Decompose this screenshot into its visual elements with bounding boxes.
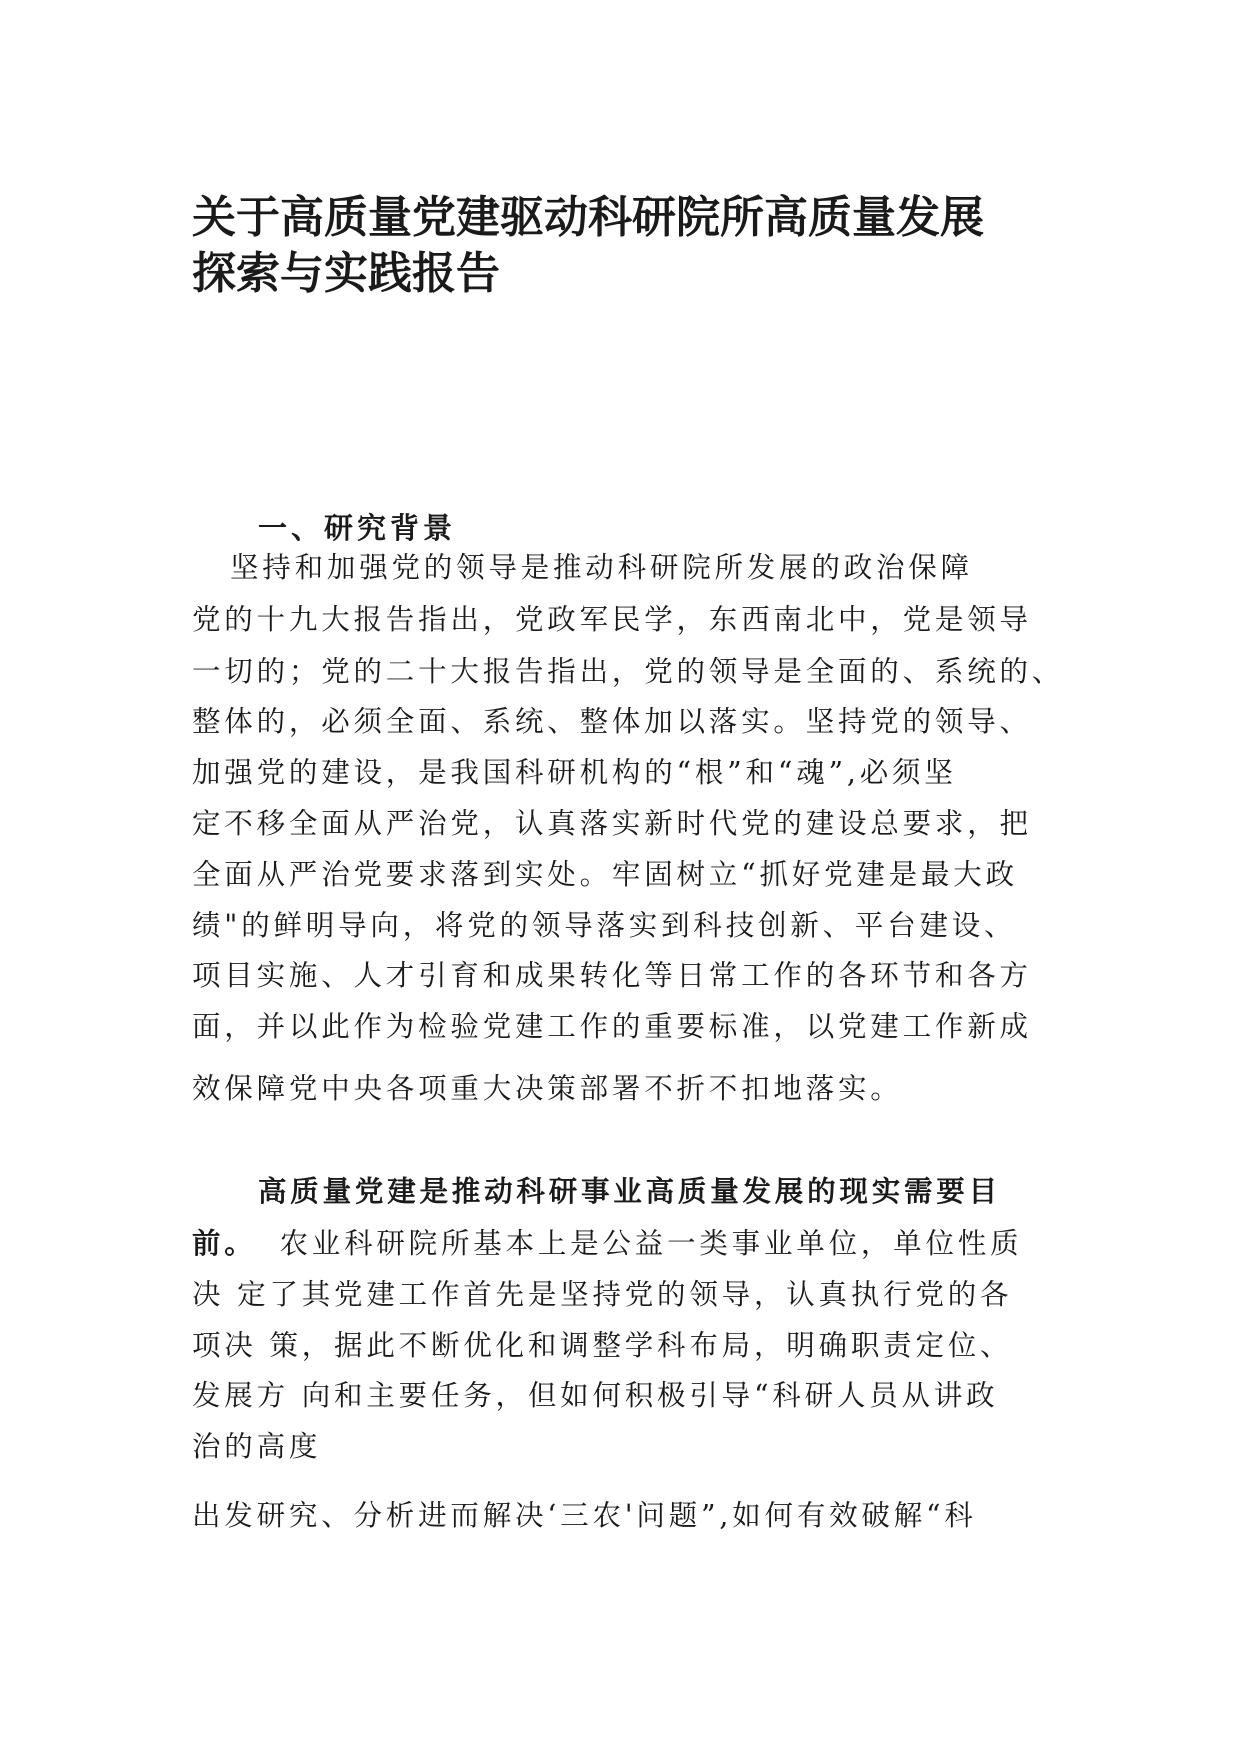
- paragraph-line: 绩"的鲜明导向，将党的领导落实到科技创新、平台建设、: [192, 909, 1017, 942]
- section-heading-research-background: 一、研究背景: [258, 511, 457, 545]
- paragraph-line: 发展方 向和主要任务，但如何积极引导“科研人员从讲政: [192, 1379, 999, 1412]
- paragraph-line: 出发研究、分析进而解决‘三农'问题”,如何有效破解“科: [192, 1499, 977, 1532]
- paragraph-line: 面，并以此作为检验党建工作的重要标准，以党建工作新成: [192, 1010, 1032, 1043]
- paragraph-line: 整体的，必须全面、系统、整体加以落实。坚持党的领导、: [192, 705, 1032, 738]
- paragraph-text-fragment: 农业科研院所基本上是公益一类事业单位，单位性质: [279, 1227, 1023, 1260]
- paragraph-bold-lead: 高质量党建是推动科研事业高质量发展的现实需要目: [258, 1175, 1001, 1208]
- title-line-2: 探索与实践报告: [192, 248, 500, 299]
- paragraph-line: 定不移全面从严治党，认真落实新时代党的建设总要求，把: [192, 807, 1032, 840]
- paragraph-line: 全面从严治党要求落到实处。牢固树立“抓好党建是最大政: [192, 858, 1018, 891]
- paragraph-line: 加强党的建设，是我国科研机构的“根”和“魂”,必须坚: [192, 756, 957, 789]
- document-title: [192, 190, 1072, 302]
- paragraph-line-with-lead: [192, 1224, 1052, 1264]
- paragraph-line: 治的高度: [192, 1430, 322, 1463]
- paragraph-line: 效保障党中央各项重大决策部署不折不扣地落实。: [192, 1072, 903, 1105]
- paragraph-line: 党的十九大报告指出，党政军民学，东西南北中，党是领导: [192, 603, 1032, 636]
- paragraph-line: 决 定了其党建工作首先是坚持党的领导，认真执行党的各: [192, 1278, 1013, 1311]
- paragraph-line: 项目实施、人才引育和成果转化等日常工作的各环节和各方: [192, 959, 1032, 992]
- title-line-1: 关于高质量党建驱动科研院所高质量发展: [192, 192, 984, 243]
- paragraph-line: 坚持和加强党的领导是推动科研院所发展的政治保障: [230, 551, 973, 584]
- paragraph-line: 项决 策，据此不断优化和调整学科布局，明确职责定位、: [192, 1329, 1013, 1362]
- paragraph-line: 一切的；党的二十大报告指出，党的领导是全面的、系统的、: [192, 655, 1065, 688]
- bold-lead-fragment: 前。: [192, 1227, 257, 1260]
